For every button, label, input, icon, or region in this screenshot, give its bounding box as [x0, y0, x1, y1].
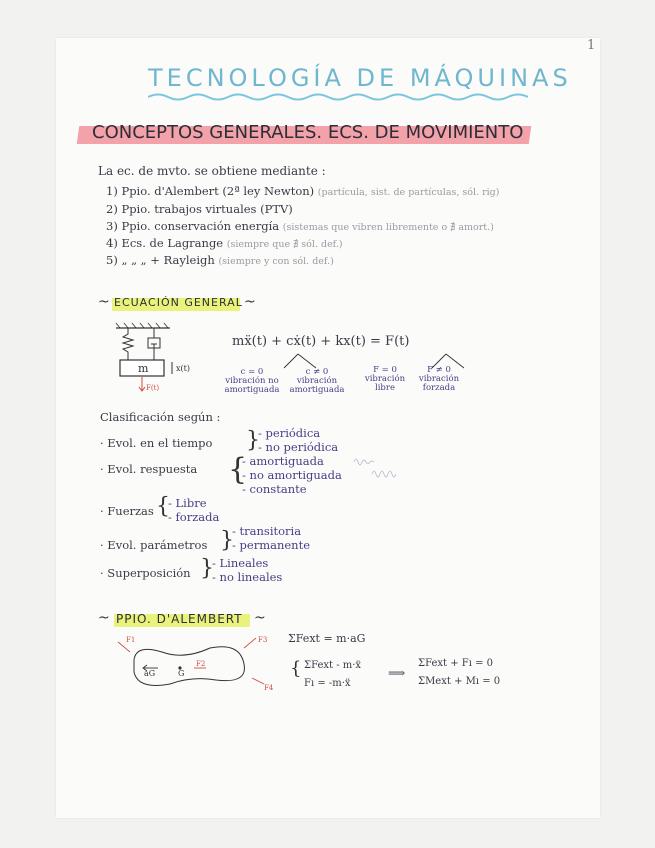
force-F1: F1 [126, 636, 136, 644]
classification-option: - amortiguada [242, 454, 324, 468]
classification-option: - Libre [168, 496, 207, 510]
classification-option: - transitoria [232, 524, 302, 538]
displacement-label: x(t) [176, 364, 190, 373]
list-item [106, 253, 334, 267]
list-item [106, 202, 293, 216]
page-number: 1 [587, 38, 596, 53]
classification-title: Clasificación según : [100, 410, 221, 424]
classification-name: · Superposición [100, 566, 191, 580]
label-libre: F = 0 vibración libre [364, 365, 406, 393]
tilde-decoration: ~ [98, 294, 110, 310]
equation-main: mẍ(t) + cẋ(t) + kx(t) = F(t) [232, 334, 410, 349]
classification-option: - no lineales [212, 570, 283, 584]
rigid-body-diagram [114, 634, 274, 696]
brace-icon: } [220, 528, 234, 553]
list-item-text: 4) Ecs. de Lagrange [106, 236, 224, 250]
section-heading-conceptos: CONCEPTOS GENERALES. ECS. DE MOVIMIENTO [92, 122, 524, 143]
eq-right: ΣFext + Fı = 0 [418, 658, 494, 669]
force-F3: F3 [258, 636, 268, 644]
brace-icon: { [228, 452, 248, 487]
force-label: F(t) [146, 384, 160, 392]
list-item-text: 5) „ „ „ + Rayleigh [106, 253, 215, 267]
list-item-note: (siempre que ∄ sól. def.) [226, 239, 343, 250]
list-item [106, 219, 494, 233]
waveform-sketch [352, 454, 412, 478]
list-item-text: 2) Ppio. trabajos virtuales (PTV) [106, 202, 293, 216]
list-item-note: (siempre y con sól. def.) [218, 256, 334, 267]
classification-name: · Fuerzas [100, 504, 154, 518]
spring-mass-diagram [108, 322, 228, 392]
page-title: TECNOLOGÍA DE MÁQUINAS [148, 64, 572, 92]
classification-name: · Evol. en el tiempo [100, 436, 213, 450]
list-item-note: (sistemas que vibren libremente o ∄ amort.) [282, 222, 494, 233]
tilde-decoration: ~ [244, 294, 256, 310]
force-F2: F2 [196, 660, 206, 668]
classification-option: - no periódica [258, 440, 339, 454]
classification-option: - permanente [232, 538, 311, 552]
title-underline-wave [148, 92, 528, 102]
list-item [106, 184, 499, 198]
classification-name: · Evol. respuesta [100, 462, 198, 476]
brace-icon: { [156, 494, 170, 519]
classification-name: · Evol. parámetros [100, 538, 208, 552]
eq-right: ΣMext + Mı = 0 [418, 676, 501, 687]
list-item-note: (partícula, sist. de partículas, sól. rig) [317, 187, 500, 198]
tilde-decoration: ~ [98, 610, 110, 626]
eq-left: ΣFext - m·ẍ [304, 660, 362, 671]
brace-icon: { [290, 658, 302, 679]
implies-arrow: ⟹ [388, 666, 406, 680]
classification-option: - forzada [168, 510, 220, 524]
section-heading-ecuacion: ECUACIÓN GENERAL [114, 296, 243, 309]
brace-icon: } [200, 556, 214, 581]
eq-sum-forces: ΣFext = m·aG [288, 632, 366, 645]
section-heading-dalembert: PPIO. D'ALEMBERT [116, 612, 243, 626]
eq-left: Fı = -m·ẍ [304, 678, 351, 689]
label-amortiguada: c ≠ 0 vibración amortiguada [289, 367, 345, 395]
center-label: G [178, 669, 185, 678]
brace-icon: } [246, 428, 260, 453]
intro-text: La ec. de mvto. se obtiene mediante : [98, 164, 326, 178]
acc-label: aG [144, 669, 156, 678]
mass-label: m [138, 362, 149, 375]
list-item [106, 236, 343, 250]
classification-option: - periódica [258, 426, 321, 440]
list-item-text: 3) Ppio. conservación energía [106, 219, 280, 233]
classification-option: - Lineales [212, 556, 269, 570]
list-item-text: 1) Ppio. d'Alembert (2ª ley Newton) [106, 184, 315, 198]
classification-option: - constante [242, 482, 307, 496]
tilde-decoration: ~ [254, 610, 266, 626]
label-no-amortiguada: c = 0 vibración no amortiguada [224, 367, 280, 395]
notebook-page [56, 38, 600, 818]
label-forzada: F ≠ 0 vibración forzada [418, 365, 460, 393]
force-F4: F4 [264, 684, 274, 692]
classification-option: - no amortiguada [242, 468, 342, 482]
